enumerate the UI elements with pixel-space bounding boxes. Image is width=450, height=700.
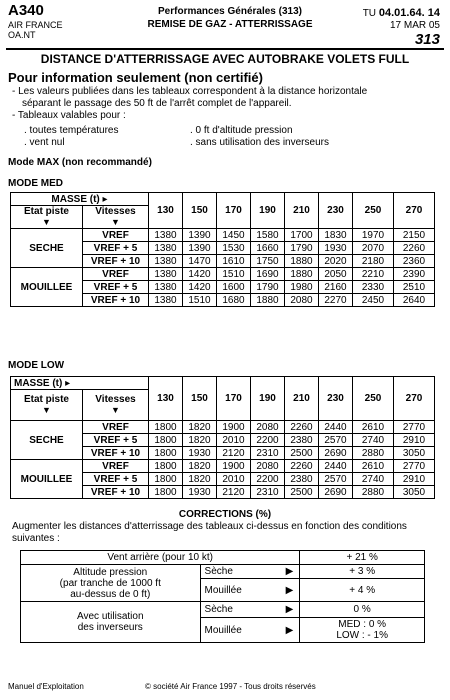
speed-label: VREF + 10 — [83, 294, 149, 307]
masse-value: 190 — [251, 377, 285, 421]
subject-title: REMISE DE GAZ - ATTERRISSAGE — [147, 19, 313, 30]
condition-item: . toutes températures — [24, 125, 119, 136]
distance-cell: 1380 — [149, 294, 183, 307]
distance-cell: 1450 — [217, 229, 251, 242]
distance-cell: 2880 — [353, 447, 394, 460]
speed-label: VREF + 5 — [83, 281, 149, 294]
distance-cell: 1390 — [183, 229, 217, 242]
vitesses-header: Vitesses ▼ — [83, 390, 149, 421]
distance-cell: 2210 — [353, 268, 394, 281]
revision-date: 17 MAR 05 — [389, 20, 440, 31]
masse-value: 170 — [217, 193, 251, 229]
speed-label: VREF + 10 — [83, 255, 149, 268]
speed-label: VREF + 5 — [83, 434, 149, 447]
distance-cell: 1420 — [183, 268, 217, 281]
distance-cell: 1390 — [183, 242, 217, 255]
distance-cell: 2180 — [353, 255, 394, 268]
distance-cell: 1530 — [217, 242, 251, 255]
note-line: - Tableaux valables pour : — [12, 110, 126, 121]
distance-cell: 2690 — [319, 486, 353, 499]
runway-state-dry: SECHE — [11, 421, 83, 460]
corrections-title: CORRECTIONS (%) — [178, 509, 272, 520]
altitude-wet-label: Mouillée ▶ — [200, 579, 300, 602]
speed-label: VREF + 10 — [83, 447, 149, 460]
airline-name: AIR FRANCE — [8, 20, 63, 30]
distance-cell: 1510 — [183, 294, 217, 307]
distance-cell: 2160 — [319, 281, 353, 294]
note-line: séparant le passage des 50 ft de l'arrêt complet de l'appareil. — [22, 98, 292, 109]
distance-cell: 2150 — [394, 229, 435, 242]
distance-cell: 2020 — [319, 255, 353, 268]
distance-cell: 1880 — [285, 255, 319, 268]
distance-cell: 2740 — [353, 473, 394, 486]
masse-value: 270 — [394, 193, 435, 229]
page-title: DISTANCE D'ATTERRISSAGE AVEC AUTOBRAKE VOLETS FULL — [40, 52, 410, 66]
distance-cell: 1800 — [149, 486, 183, 499]
speed-label: VREF — [83, 421, 149, 434]
distance-cell: 2510 — [394, 281, 435, 294]
masse-value: 190 — [251, 193, 285, 229]
distance-cell: 1470 — [183, 255, 217, 268]
distance-cell: 2880 — [353, 486, 394, 499]
distance-cell: 2770 — [394, 421, 435, 434]
distance-cell: 1930 — [319, 242, 353, 255]
condition-item: . vent nul — [24, 137, 65, 148]
distance-cell: 2450 — [353, 294, 394, 307]
distance-cell: 1380 — [149, 242, 183, 255]
distance-cell: 2080 — [251, 421, 285, 434]
runway-state-wet: MOUILLEE — [11, 460, 83, 499]
distance-cell: 2690 — [319, 447, 353, 460]
distance-cell: 1880 — [285, 268, 319, 281]
distance-cell: 1830 — [319, 229, 353, 242]
distance-cell: 2260 — [285, 421, 319, 434]
distance-cell: 1690 — [251, 268, 285, 281]
speed-label: VREF + 5 — [83, 242, 149, 255]
distance-cell: 2500 — [285, 447, 319, 460]
vitesses-header: Vitesses ▼ — [83, 206, 149, 229]
distance-cell: 2200 — [251, 434, 285, 447]
distance-cell: 2260 — [285, 460, 319, 473]
distance-cell: 2080 — [251, 460, 285, 473]
distance-cell: 1510 — [217, 268, 251, 281]
speed-label: VREF + 10 — [83, 486, 149, 499]
masse-value: 170 — [217, 377, 251, 421]
masse-value: 250 — [353, 193, 394, 229]
masse-value: 210 — [285, 193, 319, 229]
distance-cell: 2200 — [251, 473, 285, 486]
distance-cell: 2640 — [394, 294, 435, 307]
distance-cell: 1420 — [183, 281, 217, 294]
distance-cell: 2740 — [353, 434, 394, 447]
distance-cell: 1380 — [149, 255, 183, 268]
masse-header: MASSE (t) ▸ — [11, 377, 149, 390]
mode-med-table — [10, 192, 435, 307]
distance-cell: 2260 — [394, 242, 435, 255]
distance-cell: 2050 — [319, 268, 353, 281]
reverser-dry-label: Sèche ▶ — [200, 602, 300, 618]
distance-cell: 1800 — [149, 421, 183, 434]
condition-item: . sans utilisation des inverseurs — [190, 137, 329, 148]
distance-cell: 1380 — [149, 229, 183, 242]
distance-cell: 2610 — [353, 421, 394, 434]
distance-cell: 2770 — [394, 460, 435, 473]
distance-cell: 1660 — [251, 242, 285, 255]
tailwind-value: + 21 % — [300, 551, 425, 565]
distance-cell: 2120 — [217, 447, 251, 460]
distance-cell: 1970 — [353, 229, 394, 242]
masse-value: 130 — [149, 377, 183, 421]
distance-cell: 1380 — [149, 268, 183, 281]
distance-cell: 2380 — [285, 473, 319, 486]
distance-cell: 1820 — [183, 473, 217, 486]
distance-cell: 1580 — [251, 229, 285, 242]
altitude-label: Altitude pression (par tranche de 1000 ft au-dessus de 0 ft) — [21, 565, 201, 602]
distance-cell: 1380 — [149, 281, 183, 294]
distance-cell: 2010 — [217, 434, 251, 447]
masse-value: 150 — [183, 193, 217, 229]
tailwind-label: Vent arrière (pour 10 kt) — [21, 551, 300, 565]
speed-label: VREF — [83, 229, 149, 242]
distance-cell: 1880 — [251, 294, 285, 307]
mode-max-label: Mode MAX (non recommandé) — [8, 157, 152, 168]
distance-cell: 2500 — [285, 486, 319, 499]
distance-cell: 1900 — [217, 421, 251, 434]
distance-cell: 2910 — [394, 434, 435, 447]
masse-value: 270 — [394, 377, 435, 421]
distance-cell: 3050 — [394, 486, 435, 499]
distance-cell: 2440 — [319, 460, 353, 473]
distance-cell: 2440 — [319, 421, 353, 434]
altitude-wet-value: + 4 % — [300, 579, 425, 602]
masse-header: MASSE (t) ▸ — [11, 193, 149, 206]
distance-cell: 1930 — [183, 447, 217, 460]
runway-state-wet: MOUILLEE — [11, 268, 83, 307]
altitude-dry-value: + 3 % — [300, 565, 425, 579]
speed-label: VREF + 5 — [83, 473, 149, 486]
masse-value: 230 — [319, 377, 353, 421]
etat-piste-header: Etat piste ▼ — [11, 390, 83, 421]
distance-cell: 1700 — [285, 229, 319, 242]
mode-low-table — [10, 376, 435, 499]
reverser-wet-value: MED : 0 % LOW : - 1% — [300, 618, 425, 643]
speed-label: VREF — [83, 460, 149, 473]
distance-cell: 1800 — [149, 434, 183, 447]
distance-cell: 2310 — [251, 486, 285, 499]
distance-cell: 1790 — [251, 281, 285, 294]
distance-cell: 2120 — [217, 486, 251, 499]
distance-cell: 1790 — [285, 242, 319, 255]
distance-cell: 1820 — [183, 421, 217, 434]
distance-cell: 2610 — [353, 460, 394, 473]
distance-cell: 2380 — [285, 434, 319, 447]
distance-cell: 1800 — [149, 473, 183, 486]
mode-low-label: MODE LOW — [8, 360, 65, 371]
distance-cell: 2570 — [319, 434, 353, 447]
distance-cell: 2010 — [217, 473, 251, 486]
distance-cell: 1610 — [217, 255, 251, 268]
header-rule — [6, 48, 444, 50]
distance-cell: 2390 — [394, 268, 435, 281]
distance-cell: 2070 — [353, 242, 394, 255]
speed-label: VREF — [83, 268, 149, 281]
document-reference — [363, 7, 440, 19]
corrections-table — [20, 550, 425, 643]
distance-cell: 1820 — [183, 460, 217, 473]
masse-value: 150 — [183, 377, 217, 421]
reverser-label: Avec utilisation des inverseurs — [21, 602, 201, 643]
distance-cell: 2080 — [285, 294, 319, 307]
distance-cell: 1980 — [285, 281, 319, 294]
etat-piste-header: Etat piste ▼ — [11, 206, 83, 229]
distance-cell: 2330 — [353, 281, 394, 294]
distance-cell: 3050 — [394, 447, 435, 460]
reverser-dry-value: 0 % — [300, 602, 425, 618]
distance-cell: 2910 — [394, 473, 435, 486]
altitude-dry-label: Sèche ▶ — [200, 565, 300, 579]
note-line: - Les valeurs publiées dans les tableaux correspondent à la distance horizontale — [12, 86, 368, 97]
section-title: Performances Générales (313) — [158, 6, 302, 17]
reference-number: 04.01.64. 14 — [378, 7, 440, 19]
runway-state-dry: SECHE — [11, 229, 83, 268]
reverser-wet-label: Mouillée ▶ — [200, 618, 300, 643]
mode-med-label: MODE MED — [8, 178, 63, 189]
page-code: 313 — [414, 31, 440, 48]
masse-value: 230 — [319, 193, 353, 229]
distance-cell: 2570 — [319, 473, 353, 486]
distance-cell: 1820 — [183, 434, 217, 447]
distance-cell: 2360 — [394, 255, 435, 268]
footer-copyright: © société Air France 1997 - Tous droits réservés — [145, 682, 316, 691]
distance-cell: 1750 — [251, 255, 285, 268]
masse-value: 130 — [149, 193, 183, 229]
masse-value: 210 — [285, 377, 319, 421]
distance-cell: 1800 — [149, 447, 183, 460]
distance-cell: 2270 — [319, 294, 353, 307]
condition-item: . 0 ft d'altitude pression — [190, 125, 293, 136]
masse-value: 250 — [353, 377, 394, 421]
page-subtitle: Pour information seulement (non certifié) — [8, 70, 263, 85]
aircraft-model: A340 — [8, 2, 44, 19]
distance-cell: 1930 — [183, 486, 217, 499]
distance-cell: 1800 — [149, 460, 183, 473]
distance-cell: 2310 — [251, 447, 285, 460]
distance-cell: 1680 — [217, 294, 251, 307]
distance-cell: 1600 — [217, 281, 251, 294]
reference-prefix: TU — [362, 8, 377, 19]
distance-cell: 1900 — [217, 460, 251, 473]
footer-left: Manuel d'Exploitation — [8, 682, 84, 691]
department-code: OA.NT — [8, 30, 36, 40]
corrections-text: Augmenter les distances d'atterrissage des tableaux ci-dessus en fonction des conditions suivantes : — [12, 521, 407, 544]
